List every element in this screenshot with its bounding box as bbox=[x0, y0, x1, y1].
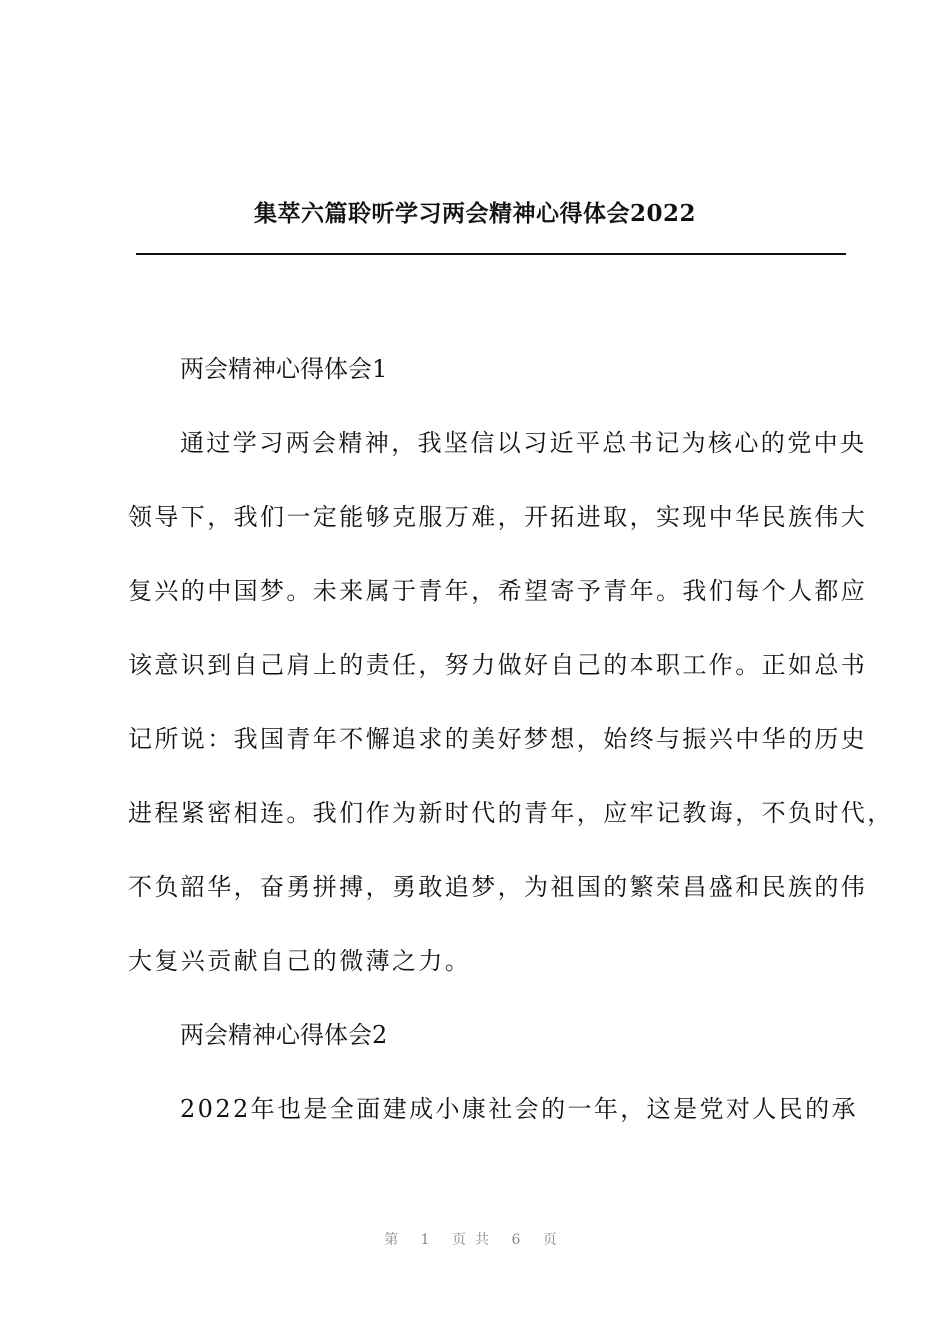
paragraph-line: 不负韶华，奋勇拼搏，勇敢追梦，为祖国的繁荣昌盛和民族的伟 bbox=[128, 873, 868, 901]
paragraph-line: 2022年也是全面建成小康社会的一年，这是党对人民的承 bbox=[180, 1095, 858, 1123]
paragraph-line: 领导下，我们一定能够克服万难，开拓进取，实现中华民族伟大 bbox=[128, 503, 868, 531]
section-heading-1: 两会精神心得体会1 bbox=[180, 355, 388, 383]
document-title: 集萃六篇聆听学习两会精神心得体会2022 bbox=[253, 200, 696, 227]
paragraph-line: 记所说：我国青年不懈追求的美好梦想，始终与振兴中华的历史 bbox=[128, 725, 868, 753]
paragraph-line: 大复兴贡献自己的微薄之力。 bbox=[128, 947, 472, 975]
page-footer: 第 1 页共 6 页 bbox=[384, 1232, 566, 1248]
title-underline bbox=[136, 253, 846, 255]
section-heading-2: 两会精神心得体会2 bbox=[180, 1021, 388, 1049]
paragraph-line: 通过学习两会精神，我坚信以习近平总书记为核心的党中央 bbox=[180, 429, 867, 457]
paragraph-line: 该意识到自己肩上的责任，努力做好自己的本职工作。正如总书 bbox=[128, 651, 868, 679]
paragraph-line: 复兴的中国梦。未来属于青年，希望寄予青年。我们每个人都应 bbox=[128, 577, 868, 605]
paragraph-line: 进程紧密相连。我们作为新时代的青年，应牢记教诲，不负时代， bbox=[128, 799, 894, 827]
